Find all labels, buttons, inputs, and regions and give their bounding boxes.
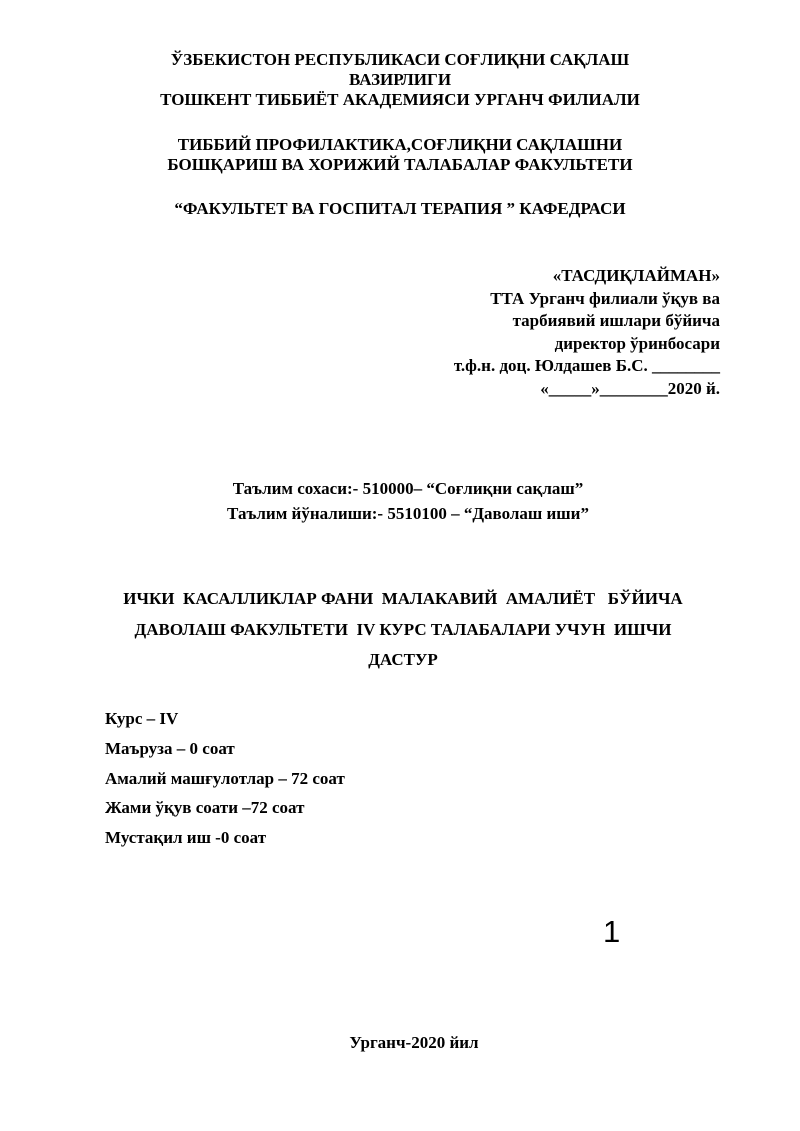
list-item: Жами ўқув соати –72 соат [105, 798, 305, 818]
approval-date-line: «_____»________2020 й. [540, 378, 720, 398]
faculty-heading [0, 135, 800, 175]
approval-line: «ТАСДИҚЛАЙМАН» [552, 266, 720, 285]
title-line: ДАВОЛАШ ФАКУЛЬТЕТИ IV КУРС ТАЛАБАЛАРИ УЧУН ИШЧИ [134, 619, 672, 639]
footer-place-year: Урганч-2020 йил [349, 1033, 479, 1052]
education-direction: Таълим йўналиши:- 5510100 – “Даволаш иши” [227, 504, 589, 523]
approval-signature-line: т.ф.н. доц. Юлдашев Б.С. ________ [453, 356, 720, 375]
list-item: Мустақил иш -0 соат [105, 828, 267, 848]
title-line: ИЧКИ КАСАЛЛИКЛАР ФАНИ МАЛАКАВИЙ АМАЛИЁТ БЎЙИЧА [123, 589, 683, 608]
approval-line: директор ўринбосари [554, 333, 720, 353]
ministry-line: ЎЗБЕКИСТОН РЕСПУБЛИКАСИ СОҒЛИҚНИ САҚЛАШ [170, 50, 630, 69]
department-heading [0, 199, 800, 219]
faculty-line: ТИББИЙ ПРОФИЛАКТИКА,СОҒЛИҚНИ САҚЛАШНИ [177, 135, 623, 154]
page-number: 1 [603, 914, 621, 949]
ministry-heading [0, 50, 800, 110]
document-title [0, 584, 800, 676]
education-area: Таълим сохаси:- 510000– “Соғлиқни сақлаш” [232, 479, 584, 498]
department-name: “ФАКУЛЬТЕТ ВА ГОСПИТАЛ ТЕРАПИЯ ” КАФЕДРАСИ [174, 199, 626, 218]
course-hours-list [105, 704, 345, 853]
faculty-line: БОШҚАРИШ ВА ХОРИЖИЙ ТАЛАБАЛАР ФАКУЛЬТЕТИ [167, 155, 633, 174]
ministry-line: ТОШКЕНТ ТИББИЁТ АКАДЕМИЯСИ УРГАНЧ ФИЛИАЛИ [160, 90, 640, 109]
education-field-block [0, 476, 800, 526]
approval-line: тарбиявий ишлари бўйича [512, 311, 720, 330]
title-line: ДАСТУР [368, 650, 438, 669]
approval-line: ТТА Урганч филиали ўқув ва [490, 288, 720, 308]
approval-block [454, 265, 720, 400]
list-item: Маъруза – 0 соат [105, 738, 235, 758]
list-item: Курс – IV [105, 709, 179, 728]
list-item: Амалий машғулотлар – 72 соат [105, 768, 345, 788]
ministry-line: ВАЗИРЛИГИ [348, 70, 452, 89]
